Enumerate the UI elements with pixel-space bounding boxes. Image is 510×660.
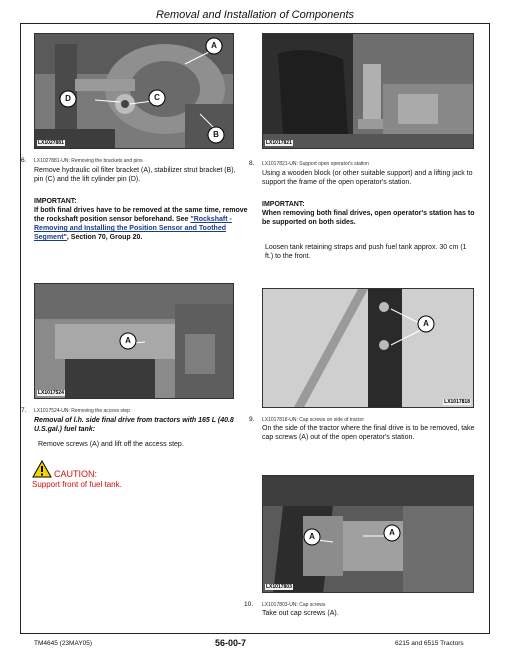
footer-doc-id: TM4645 (23MAY05) [34,640,93,647]
figure-reference: LX1017803-UN: Cap screws [262,602,326,608]
header-rule [20,23,490,24]
page-number: 56-00-7 [215,638,247,648]
step-number: 6. [21,157,27,164]
warning-icon [32,460,52,478]
photo-code: LX1017821 [266,140,292,146]
caution-text: Support front of fuel tank. [32,480,122,489]
step-sub-text: Remove screws (A) and lift off the access step. [38,441,184,448]
figure-reference: LX1017818-UN: Cap screws on side of tractor [262,417,364,423]
important-text: If both final drives have to be removed at the same time, remove the rockshaft position sensor beforehand. See [34,207,248,223]
step-text: On the side of the tractor where the final drive is to be removed, take cap screws (A) out of the open operator's station. [262,425,475,441]
step-number: 7. [21,407,27,414]
callout-label: C [154,93,160,102]
step-text: Using a wooden block (or other suitable support) and a lifting jack to support the frame of the open operator's station. [262,170,473,186]
photo-code: LX1017818 [444,399,470,405]
figure-reference: LX1017821-UN: Support open operator's station [262,161,369,167]
link-suffix: , Section 70, Group 20. [66,234,143,241]
step-number: 10. [244,601,254,608]
page-title: Removal and Installation of Components [155,9,355,21]
photo-lx1017818 [262,288,474,408]
photo-code: LX1017803 [266,584,292,590]
right-margin-rule [489,23,490,633]
photo-lx1017821 [262,33,474,149]
photo-code: LX1027881 [38,140,64,146]
step-extra-text: Loosen tank retaining straps and push fuel tank approx. 30 cm (1 ft.) to the front. [265,244,467,260]
step-text: Take out cap screws (A). [262,610,339,617]
important-label: IMPORTANT: [262,201,305,208]
caution-label: CAUTION: [54,469,98,479]
callout-label: A [389,528,395,537]
callout-label: B [213,130,219,139]
callout-label: A [423,319,429,328]
callout-label: A [211,41,217,50]
important-label: IMPORTANT: [34,198,77,205]
important-text: When removing both final drives, open operator's station has to be supported on both sides. [262,210,475,226]
callout-label: A [309,532,315,541]
photo-lx1017524 [34,283,234,399]
figure-reference: LX1017524-UN: Removing the access step [34,408,130,414]
callout-label: D [65,94,71,103]
caution-block [32,460,232,489]
photo-lx1017803 [262,475,474,593]
left-margin-rule [20,23,21,633]
photo-code: LX1017524 [38,390,64,396]
photo-lx1027881 [34,33,234,149]
footer-rule [20,633,490,634]
rockshaft-link[interactable]: "Rockshaft - Removing and Installing the Position Sensor and Toothed Segment" [34,216,232,241]
figure-reference: LX1027881-UN: Removing the brackets and pins [34,158,143,164]
step-text: Removal of l.h. side final drive from tractors with 165 L (40.8 U.S.gal.) fuel tank: [34,417,234,433]
step-text: Remove hydraulic oil filter bracket (A), stabilizer strut bracket (B), pin (C) and the lift cylinder pin (D). [34,167,236,183]
step-number: 8. [249,160,255,167]
footer-model: 6215 and 6515 Tractors [395,640,464,647]
callout-label: A [125,336,131,345]
step-number: 9. [249,416,255,423]
